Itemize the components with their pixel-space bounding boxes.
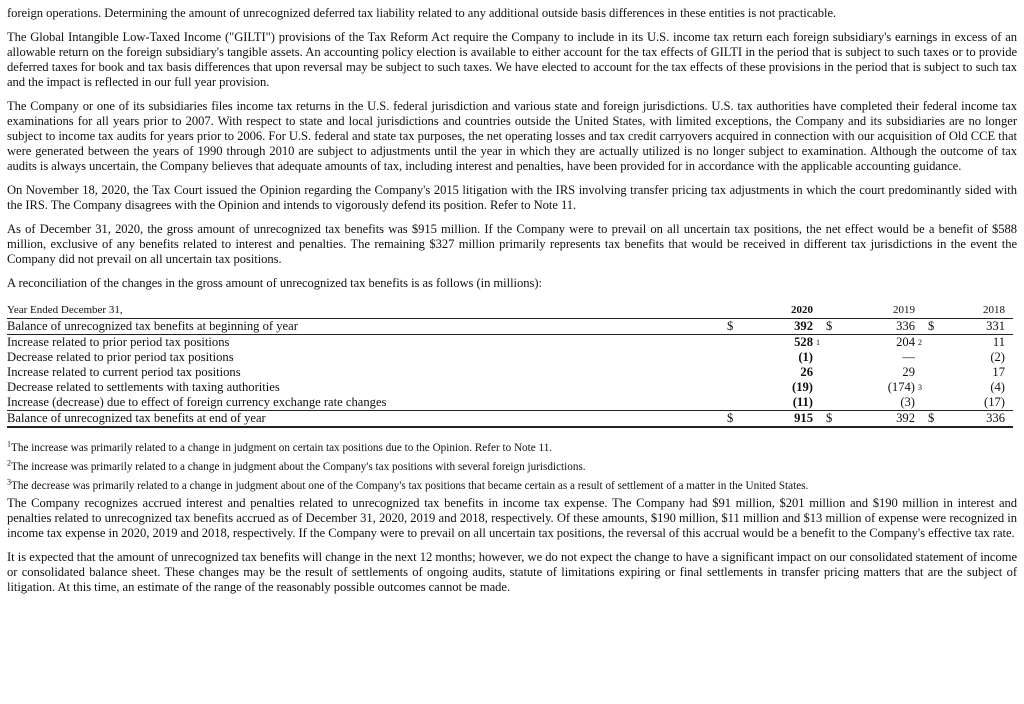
table-row: [7, 395, 1013, 410]
dollar-sign: [928, 395, 942, 410]
dollar-sign: [826, 365, 840, 380]
value-2020: (1): [798, 350, 813, 364]
value-2019: (174): [887, 380, 915, 394]
row-label: Increase related to current period tax positions: [7, 365, 241, 379]
dollar-sign: [928, 350, 942, 365]
footnote-ref-2020: [813, 395, 826, 410]
value-2020: 915: [794, 411, 813, 425]
footnote-ref-2019: [915, 319, 928, 334]
column-header-2019: 2019: [893, 304, 915, 316]
reconciliation-table: [7, 303, 1013, 428]
row-label: Balance of unrecognized tax benefits at end of year: [7, 411, 266, 425]
footnote-3: [7, 477, 1017, 496]
column-header-2018: 2018: [983, 304, 1005, 316]
dollar-sign: [727, 365, 739, 380]
value-2018: 11: [992, 335, 1005, 349]
footnote-text: The increase was primarily related to a change in judgment on certain tax positions due to the Opinion. Refer to Note 11.: [11, 442, 553, 454]
value-2020: 26: [800, 365, 813, 379]
dollar-sign: [727, 350, 739, 365]
paragraph-tax-court-opinion: On November 18, 2020, the Tax Court issued the Opinion regarding the Company's 2015 litigation with the IRS involving transfer pricing tax adjustments in which the court predominantly sided with the IRS. The Company disagrees with the Opinion and intends to vigorously defend its position. Refer to Note 11.: [7, 183, 1017, 212]
footnote-marker: 3: [7, 477, 11, 487]
footnote-ref-2020: [813, 380, 826, 395]
footnote-ref-2019: [915, 365, 928, 380]
paragraph-foreign-operations: foreign operations. Determining the amount of unrecognized deferred tax liability related to any additional outside basis differences in these entities is not practicable.: [7, 6, 837, 20]
value-2018: (2): [990, 350, 1005, 364]
footnote-ref-2020: [813, 365, 826, 380]
paragraph-gilti: The Global Intangible Low-Taxed Income ("GILTI") provisions of the Tax Reform Act require the Company to include in its U.S. income tax return each foreign subsidiary's earnings in excess of an allowable return on the foreign subsidiary's tangible assets. An accounting policy election is available to either account for the tax effects of GILTI in the period that is subject to such taxes or to provide deferred taxes for book and tax basis differences that upon reversal may be subject to such taxes. We have elected to account for the tax effects of these provisions in the period that is subject to such tax and the impact is reflected in our full year provision.: [7, 30, 1017, 89]
value-2018: (4): [990, 380, 1005, 394]
footnote-text: The increase was primarily related to a change in judgment about the Company's tax positions with several foreign jurisdictions.: [11, 461, 586, 473]
footnote-ref-2020: [813, 350, 826, 365]
paragraph-tax-returns: The Company or one of its subsidiaries files income tax returns in the U.S. federal jurisdiction and various state and foreign jurisdictions. U.S. tax authorities have completed their federal income tax examinations for all years prior to 2007. With respect to state and local jurisdictions and countries outside the United States, with limited exceptions, the Company and its subsidiaries are no longer subject to income tax audits for years prior to 2006. For U.S. federal and state tax purposes, the net operating losses and tax credit carryovers acquired in connection with our acquisition of Old CCE that were generated between the years of 1990 through 2010 are subject to adjustments until the year in which they are actually utilized is no longer subject to examination. Although the outcome of tax audits is always uncertain, the Company believes that adequate amounts of tax, including interest and penalties, have been provided for in accordance with the applicable accounting guidance.: [7, 99, 1017, 173]
dollar-sign: [727, 335, 739, 350]
dollar-sign: [928, 335, 942, 350]
footnote-1: [7, 439, 1017, 458]
dollar-sign: $: [727, 319, 734, 333]
dollar-sign: [826, 350, 840, 365]
value-2020: (11): [792, 395, 813, 409]
footnotes: [7, 439, 1017, 496]
table-row: [7, 380, 1013, 395]
row-label: Decrease related to settlements with taxing authorities: [7, 380, 280, 394]
table-row: [7, 319, 1013, 335]
value-2018: (17): [984, 395, 1005, 409]
dollar-sign: [928, 380, 942, 395]
value-2019: 392: [896, 411, 915, 425]
dollar-sign: $: [928, 319, 935, 333]
footnote-ref-2019: [915, 350, 928, 365]
row-label: Increase related to prior period tax positions: [7, 335, 230, 349]
dollar-sign: [928, 365, 942, 380]
footnote-ref-2019: [915, 395, 928, 410]
footnote-marker: 1: [7, 439, 11, 449]
footnote-text: The decrease was primarily related to a change in judgment about one of the Company's tax positions that became certain as a result of settlement of a matter in the United States.: [11, 480, 809, 492]
value-2020: (19): [792, 380, 813, 394]
dollar-sign: [727, 380, 739, 395]
footnote-ref-2019: [915, 411, 928, 426]
dollar-sign: $: [826, 411, 833, 425]
dollar-sign: [727, 395, 739, 410]
dollar-sign: [826, 380, 840, 395]
footnote-marker: 2: [7, 458, 11, 468]
footnote-ref-2020: 1: [816, 338, 820, 347]
value-2020: 392: [794, 319, 813, 333]
paragraph-unrecognized-benefits: As of December 31, 2020, the gross amount of unrecognized tax benefits was $915 million. If the Company were to prevail on all uncertain tax positions, the net effect would be a benefit of $588 million, exclusive of any benefits related to interest and penalties. The remaining $327 million primarily represents tax benefits that would be received in different tax jurisdictions in the event the Company did not prevail on all uncertain tax positions.: [7, 222, 1017, 266]
value-2018: 336: [986, 411, 1005, 425]
table-row: [7, 410, 1013, 428]
value-2018: 17: [992, 365, 1005, 379]
column-header-2020: 2020: [791, 304, 813, 316]
value-2019: —: [902, 350, 915, 364]
value-2020: 528: [794, 335, 813, 349]
paragraph-interest-penalties: The Company recognizes accrued interest and penalties related to unrecognized tax benefits in income tax expense. The Company had $91 million, $201 million and $190 million in interest and penalties related to unrecognized tax benefits accrued as of December 31, 2020, 2019 and 2018, respectively. Of these amounts, $190 million, $11 million and $13 million of expense were recognized in income tax expense in 2020, 2019 and 2018, respectively. If the Company were to prevail on all uncertain tax positions, the reversal of this accrual would be a benefit to the Company's effective tax rate.: [7, 496, 1017, 540]
value-2019: 336: [896, 319, 915, 333]
value-2019: 29: [902, 365, 915, 379]
value-2018: 331: [986, 319, 1005, 333]
table-body: [7, 319, 1013, 428]
footnote-ref-2020: [813, 411, 826, 426]
footnote-ref-2019: 2: [918, 338, 922, 347]
table-row: [7, 350, 1013, 365]
value-2019: 204: [896, 335, 915, 349]
footnote-ref-2020: [813, 319, 826, 334]
value-2019: (3): [900, 395, 915, 409]
table-row: [7, 335, 1013, 350]
table-header-label: Year Ended December 31,: [7, 304, 123, 316]
dollar-sign: [826, 335, 840, 350]
dollar-sign: [826, 395, 840, 410]
paragraph-expected-change: It is expected that the amount of unrecognized tax benefits will change in the next 12 months; however, we do not expect the change to have a significant impact on our consolidated statement of income or consolidated balance sheet. These changes may be the result of settlements of ongoing audits, statute of limitations expiring or final settlements in transfer pricing matters that are the subject of litigation. At this time, an estimate of the range of the reasonably possible outcomes cannot be made.: [7, 550, 1017, 594]
table-header-row: [7, 303, 1013, 319]
table-row: [7, 365, 1013, 380]
footnote-2: [7, 458, 1017, 477]
footnote-ref-2019: 3: [918, 383, 922, 392]
row-label: Decrease related to prior period tax positions: [7, 350, 234, 364]
paragraph-reconciliation-intro: A reconciliation of the changes in the gross amount of unrecognized tax benefits is as follows (in millions):: [7, 276, 542, 290]
row-label: Balance of unrecognized tax benefits at beginning of year: [7, 319, 298, 333]
dollar-sign: $: [727, 411, 734, 425]
row-label: Increase (decrease) due to effect of foreign currency exchange rate changes: [7, 395, 387, 409]
dollar-sign: $: [826, 319, 833, 333]
dollar-sign: $: [928, 411, 935, 425]
